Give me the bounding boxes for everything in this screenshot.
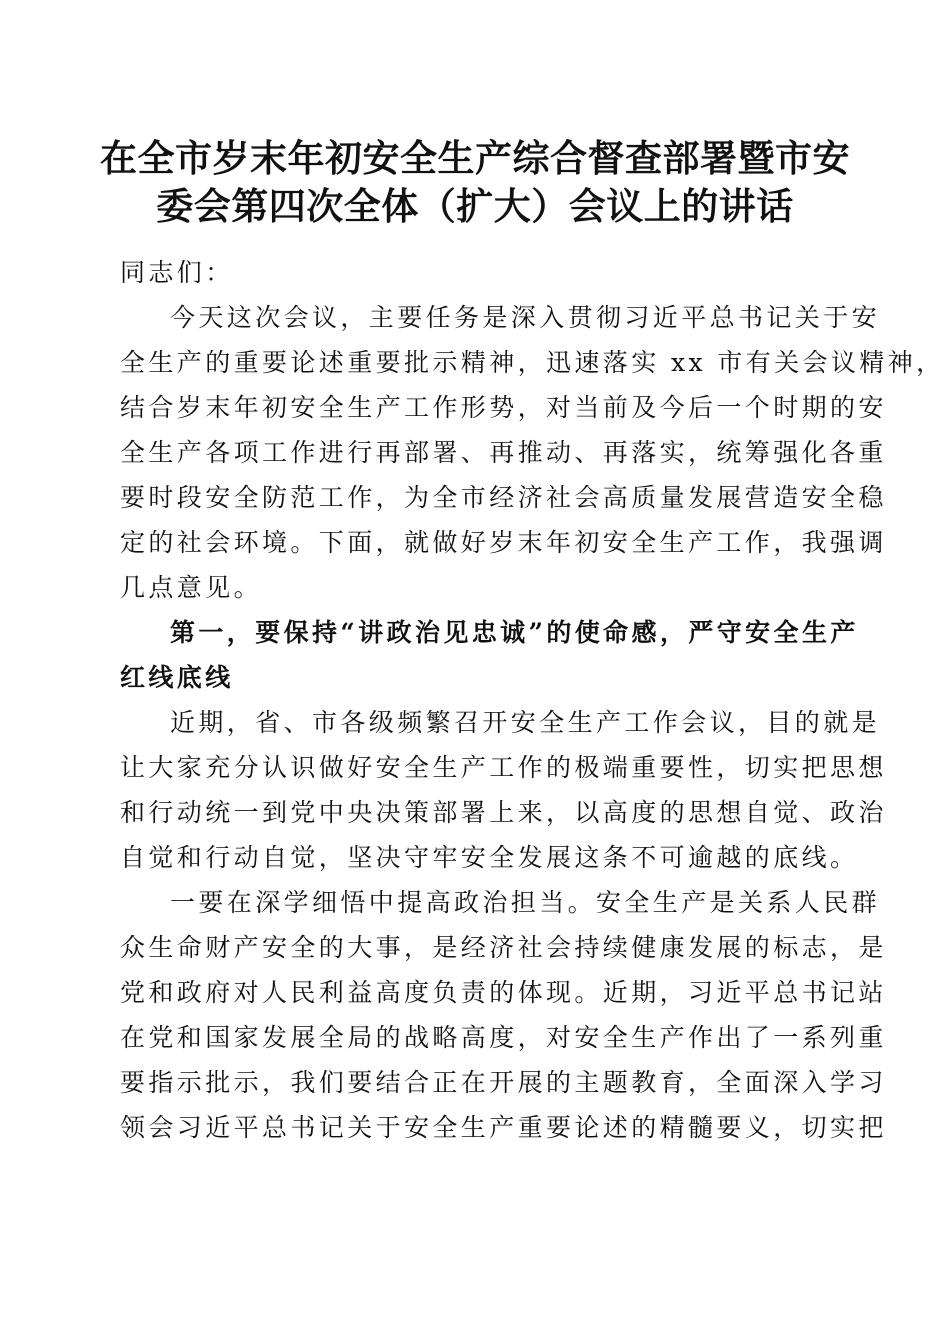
paragraph-line: 全生产各项工作进行再部署、再推动、再落实，统筹强化各重 bbox=[120, 438, 887, 467]
paragraph-line: 今天这次会议，主要任务是深入贯彻习近平总书记关于安 bbox=[170, 303, 881, 332]
paragraph-2 bbox=[120, 700, 887, 880]
paragraph-line: 要时段安全防范工作，为全市经济社会高质量发展营造安全稳 bbox=[120, 483, 887, 512]
paragraph-line: 定的社会环境。下面，就做好岁末年初安全生产工作，我强调 bbox=[120, 528, 887, 557]
section-heading-1 bbox=[120, 610, 859, 700]
paragraph-line: 要指示批示，我们要结合正在开展的主题教育，全面深入学习 bbox=[120, 1068, 887, 1097]
paragraph-line: 让大家充分认识做好安全生产工作的极端重要性，切实把思想 bbox=[120, 753, 887, 782]
document-body bbox=[120, 250, 945, 1150]
paragraph-line: 近期，省、市各级频繁召开安全生产工作会议，目的就是 bbox=[170, 708, 881, 737]
paragraph-1 bbox=[120, 295, 945, 610]
paragraph-line: 几点意见。 bbox=[120, 573, 263, 602]
paragraph-line: 在党和国家发展全局的战略高度，对安全生产作出了一系列重 bbox=[120, 1023, 887, 1052]
paragraph-3 bbox=[120, 880, 887, 1150]
paragraph-line: 全生产的重要论述重要批示精神，迅速落实 xx 市有关会议精神， bbox=[120, 348, 945, 377]
heading-line: 红线底线 bbox=[120, 663, 234, 692]
paragraph-line: 一要在深学细悟中提高政治担当。安全生产是关系人民群 bbox=[170, 888, 881, 917]
title-line-1: 在全市岁末年初安全生产综合督查部署暨市安 bbox=[100, 136, 850, 180]
document-title bbox=[100, 134, 850, 230]
paragraph-line: 领会习近平总书记关于安全生产重要论述的精髓要义，切实把 bbox=[120, 1113, 887, 1142]
paragraph-line: 结合岁末年初安全生产工作形势，对当前及今后一个时期的安 bbox=[120, 393, 887, 422]
title-line-2: 委会第四次全体（扩大）会议上的讲话 bbox=[156, 184, 794, 228]
heading-line: 第一，要保持“讲政治见忠诚”的使命感，严守安全生产 bbox=[170, 618, 859, 647]
paragraph-line: 众生命财产安全的大事，是经济社会持续健康发展的标志，是 bbox=[120, 933, 887, 962]
salutation: 同志们： bbox=[120, 258, 234, 287]
paragraph-line: 和行动统一到党中央决策部署上来，以高度的思想自觉、政治 bbox=[120, 798, 887, 827]
paragraph-line: 自觉和行动自觉，坚决守牢安全发展这条不可逾越的底线。 bbox=[120, 843, 859, 872]
paragraph-line: 党和政府对人民利益高度负责的体现。近期，习近平总书记站 bbox=[120, 978, 887, 1007]
